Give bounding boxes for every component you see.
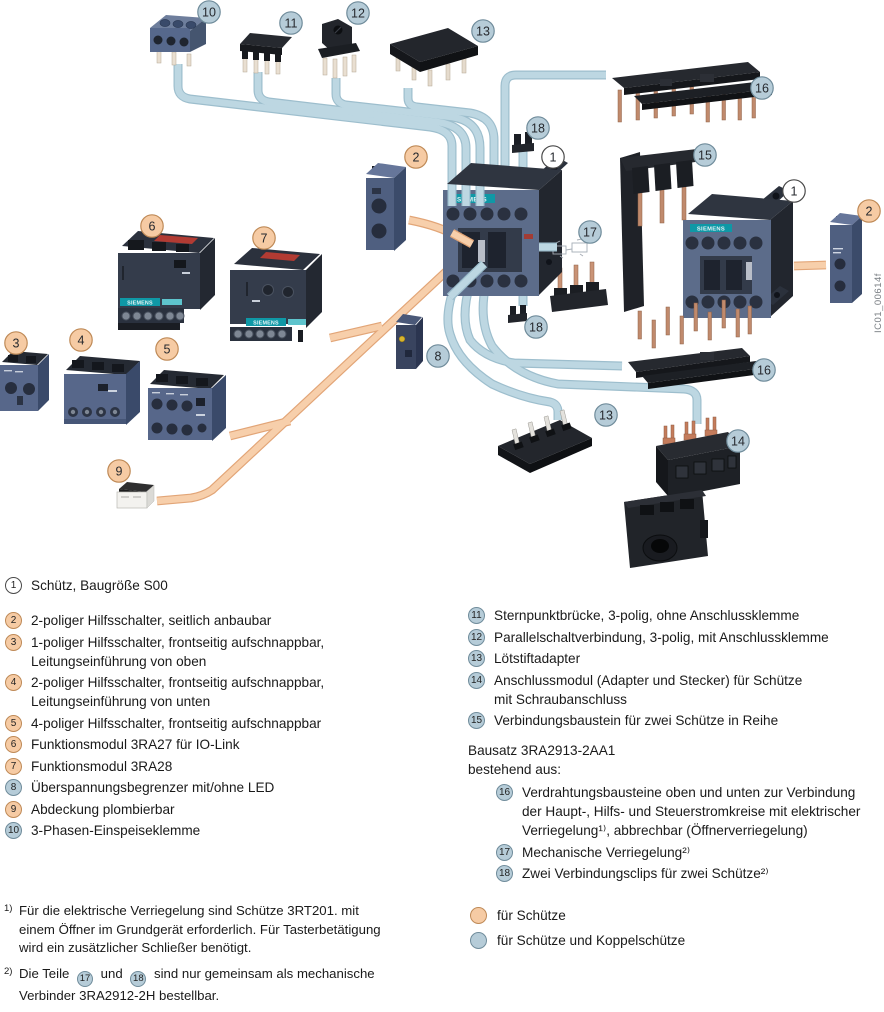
bausatz-title: Bausatz 3RA2913-2AA1 <box>468 743 616 758</box>
component-parallel-link-12 <box>318 19 360 78</box>
footnote-2 <box>4 965 452 1006</box>
brand-label: SIEMENS <box>457 196 487 204</box>
component-connection-module-14 <box>624 417 740 568</box>
bausatz-subtitle: bestehend aus: <box>468 762 561 777</box>
diagram-callout-2-number: 2 <box>865 204 873 219</box>
callout-1: 1 <box>5 577 22 594</box>
footnote-1-text: Für die elektrische Verriegelung sind Schütze 3RT201. mit einem Öffner im Grundgerät erforderlich. Für Tasterbetätigung wird ein zusätzlicher Schließer benötigt. <box>19 903 381 955</box>
legend-item-5-text: 4-poliger Hilfsschalter, frontseitig aufschnappbar <box>31 715 322 731</box>
callout-14: 14 <box>468 672 485 689</box>
diagram-callout-1-number: 1 <box>790 184 798 199</box>
brand-label: SIEMENS <box>127 300 153 307</box>
legend-item-6 <box>5 735 450 754</box>
brand-label: SIEMENS <box>253 320 279 327</box>
callout-9: 9 <box>5 801 22 818</box>
contactor-color-dot <box>470 907 487 924</box>
legend-item-4-text: 2-poliger Hilfsschalter, frontseitig aufschnappbar, Leitungseinführung von unten <box>31 675 325 709</box>
figure-watermark: IC01_00614f <box>873 273 884 333</box>
diagram-callout-4-number: 4 <box>77 333 85 348</box>
legend-item-16-text: Verdrahtungsbausteine oben und unten zur Verbindung der Haupt-, Hilfs- und Steuerstromkreise mit elektrischer Verriegelung¹⁾, abbrechbar (Öffnerverriegelung) <box>522 785 861 838</box>
legend-item-14-text: Anschlussmodul (Adapter und Stecker) für Schütze mit Schraubanschluss <box>494 672 803 707</box>
diagram-callout-8-number: 8 <box>434 349 442 364</box>
legend-item-18-text: Zwei Verbindungsclips für zwei Schütze²⁾ <box>522 866 769 881</box>
component-contactor-1-center <box>443 157 568 296</box>
callout-7: 7 <box>5 758 22 775</box>
component-aux-switch-5 <box>148 370 226 441</box>
legend-item-12-text: Parallelschaltverbindung, 3-polig, mit Anschlussklemme <box>494 629 829 645</box>
callout-10: 10 <box>5 822 22 839</box>
callout-17: 17 <box>77 971 93 987</box>
diagram-callout-7-number: 7 <box>260 231 268 246</box>
diagram-callout-15-number: 15 <box>698 148 712 163</box>
legend-item-11-text: Sternpunktbrücke, 3-polig, ohne Anschlussklemme <box>494 608 800 623</box>
legend-item-11 <box>468 606 882 625</box>
legend-left-column <box>5 576 450 843</box>
callout-13: 13 <box>468 650 485 667</box>
legend-item-1 <box>5 576 450 595</box>
callout-5: 5 <box>5 715 22 732</box>
legend-item-16 <box>496 783 882 840</box>
callout-3: 3 <box>5 634 22 651</box>
component-aux-switch-4 <box>64 356 140 425</box>
coupler-color-dot <box>470 932 487 949</box>
callout-15: 15 <box>468 712 485 729</box>
component-clip-18-bottom <box>508 305 527 323</box>
footnote-2-text: Die Teile 17 und 18 sind nur gemeinsam als mechanische Verbinder 3RA2912-2H bestellbar. <box>19 965 375 1003</box>
callout-6: 6 <box>5 736 22 753</box>
footnotes <box>4 902 452 1012</box>
legend-item-4 <box>5 673 450 711</box>
component-cover-9 <box>117 482 154 508</box>
component-solder-adapter-13-top <box>390 28 478 86</box>
color-key-contactor <box>468 906 882 925</box>
diagram-callout-12-number: 12 <box>351 6 365 21</box>
legend-item-10-text: 3-Phasen-Einspeiseklemme <box>31 823 201 838</box>
legend-item-5 <box>5 714 450 733</box>
component-aux-switch-2-right <box>830 213 862 303</box>
legend-right-list <box>468 606 882 730</box>
legend-item-17 <box>496 843 882 862</box>
legend-item-15-text: Verbindungsbaustein für zwei Schütze in Reihe <box>494 713 779 728</box>
color-key-label: für Schütze <box>497 908 566 923</box>
bausatz-block <box>468 741 882 883</box>
legend-item-2 <box>5 611 450 630</box>
color-key-coupler <box>468 931 882 950</box>
component-star-bridge-11 <box>240 33 292 74</box>
component-aux-switch-2-left <box>366 163 406 251</box>
callout-18: 18 <box>496 865 513 882</box>
legend-item-8 <box>5 778 450 797</box>
diagram-callout-1-number: 1 <box>549 150 557 165</box>
component-surge-suppressor-8 <box>396 314 423 369</box>
diagram-callout-13-number: 13 <box>476 24 490 39</box>
legend-item-14 <box>468 671 882 709</box>
component-wiring-comb-16-top <box>612 62 772 122</box>
legend-item-13-text: Lötstiftadapter <box>494 651 581 666</box>
legend-item-13 <box>468 649 882 668</box>
legend-item-7 <box>5 757 450 776</box>
legend-item-17-text: Mechanische Verriegelung²⁾ <box>522 844 691 860</box>
footnote-1-marker: 1) <box>4 903 13 914</box>
component-aux-switch-3 <box>0 351 49 411</box>
diagram-callout-17-number: 17 <box>583 225 597 240</box>
callout-4: 4 <box>5 674 22 691</box>
legend-right-column <box>468 606 882 956</box>
color-key-label: für Schütze und Koppelschütze <box>497 933 686 948</box>
diagram-callout-13-number: 13 <box>599 408 613 423</box>
component-contactor-1-right <box>683 186 793 318</box>
legend-item-10 <box>5 821 450 840</box>
callout-17: 17 <box>496 844 513 861</box>
diagram-callout-16-number: 16 <box>755 81 769 96</box>
diagram-callout-14-number: 14 <box>731 434 745 449</box>
legend-item-1-text: Schütz, Baugröße S00 <box>31 578 168 593</box>
diagram-callout-10-number: 10 <box>202 5 216 20</box>
component-function-module-6 <box>118 231 215 330</box>
legend-item-7-text: Funktionsmodul 3RA28 <box>31 758 173 774</box>
legend-item-12 <box>468 628 882 647</box>
diagram-callout-18-number: 18 <box>531 121 545 136</box>
component-function-module-7 <box>230 248 322 342</box>
legend-item-6-text: Funktionsmodul 3RA27 für IO-Link <box>31 737 240 752</box>
color-key <box>468 906 882 950</box>
diagram-callout-11-number: 11 <box>284 16 298 31</box>
component-feeder-terminal-10 <box>150 15 206 66</box>
callout-11: 11 <box>468 607 485 624</box>
legend-item-9-text: Abdeckung plombierbar <box>31 801 175 817</box>
legend-item-3-text: 1-poliger Hilfsschalter, frontseitig aufschnappbar, Leitungseinführung von oben <box>31 634 325 669</box>
legend-item-9 <box>5 800 450 819</box>
footnote-2-marker: 2) <box>4 965 13 977</box>
diagram-callout-16-number: 16 <box>757 363 771 378</box>
legend-item-3 <box>5 633 450 671</box>
brand-label: SIEMENS <box>696 226 726 233</box>
callout-16: 16 <box>496 784 513 801</box>
callout-18: 18 <box>130 971 146 987</box>
legend-item-2-text: 2-poliger Hilfsschalter, seitlich anbaubar <box>31 613 272 628</box>
callout-8: 8 <box>5 779 22 796</box>
callout-2: 2 <box>5 612 22 629</box>
diagram-callout-6-number: 6 <box>148 219 156 234</box>
diagram-callout-18-number: 18 <box>529 320 543 335</box>
diagram-callout-5-number: 5 <box>163 342 171 357</box>
legend-item-18 <box>496 864 882 883</box>
legend-item-15 <box>468 711 882 730</box>
component-solder-adapter-13-bottom <box>498 410 592 473</box>
bausatz-items <box>496 783 882 883</box>
diagram-callout-2-number: 2 <box>412 150 420 165</box>
legend-item-8-text: Überspannungsbegrenzer mit/ohne LED <box>31 780 275 795</box>
footnote-1 <box>4 902 452 958</box>
diagram-callout-9-number: 9 <box>115 464 123 479</box>
diagram-callout-3-number: 3 <box>12 336 20 351</box>
callout-12: 12 <box>468 629 485 646</box>
